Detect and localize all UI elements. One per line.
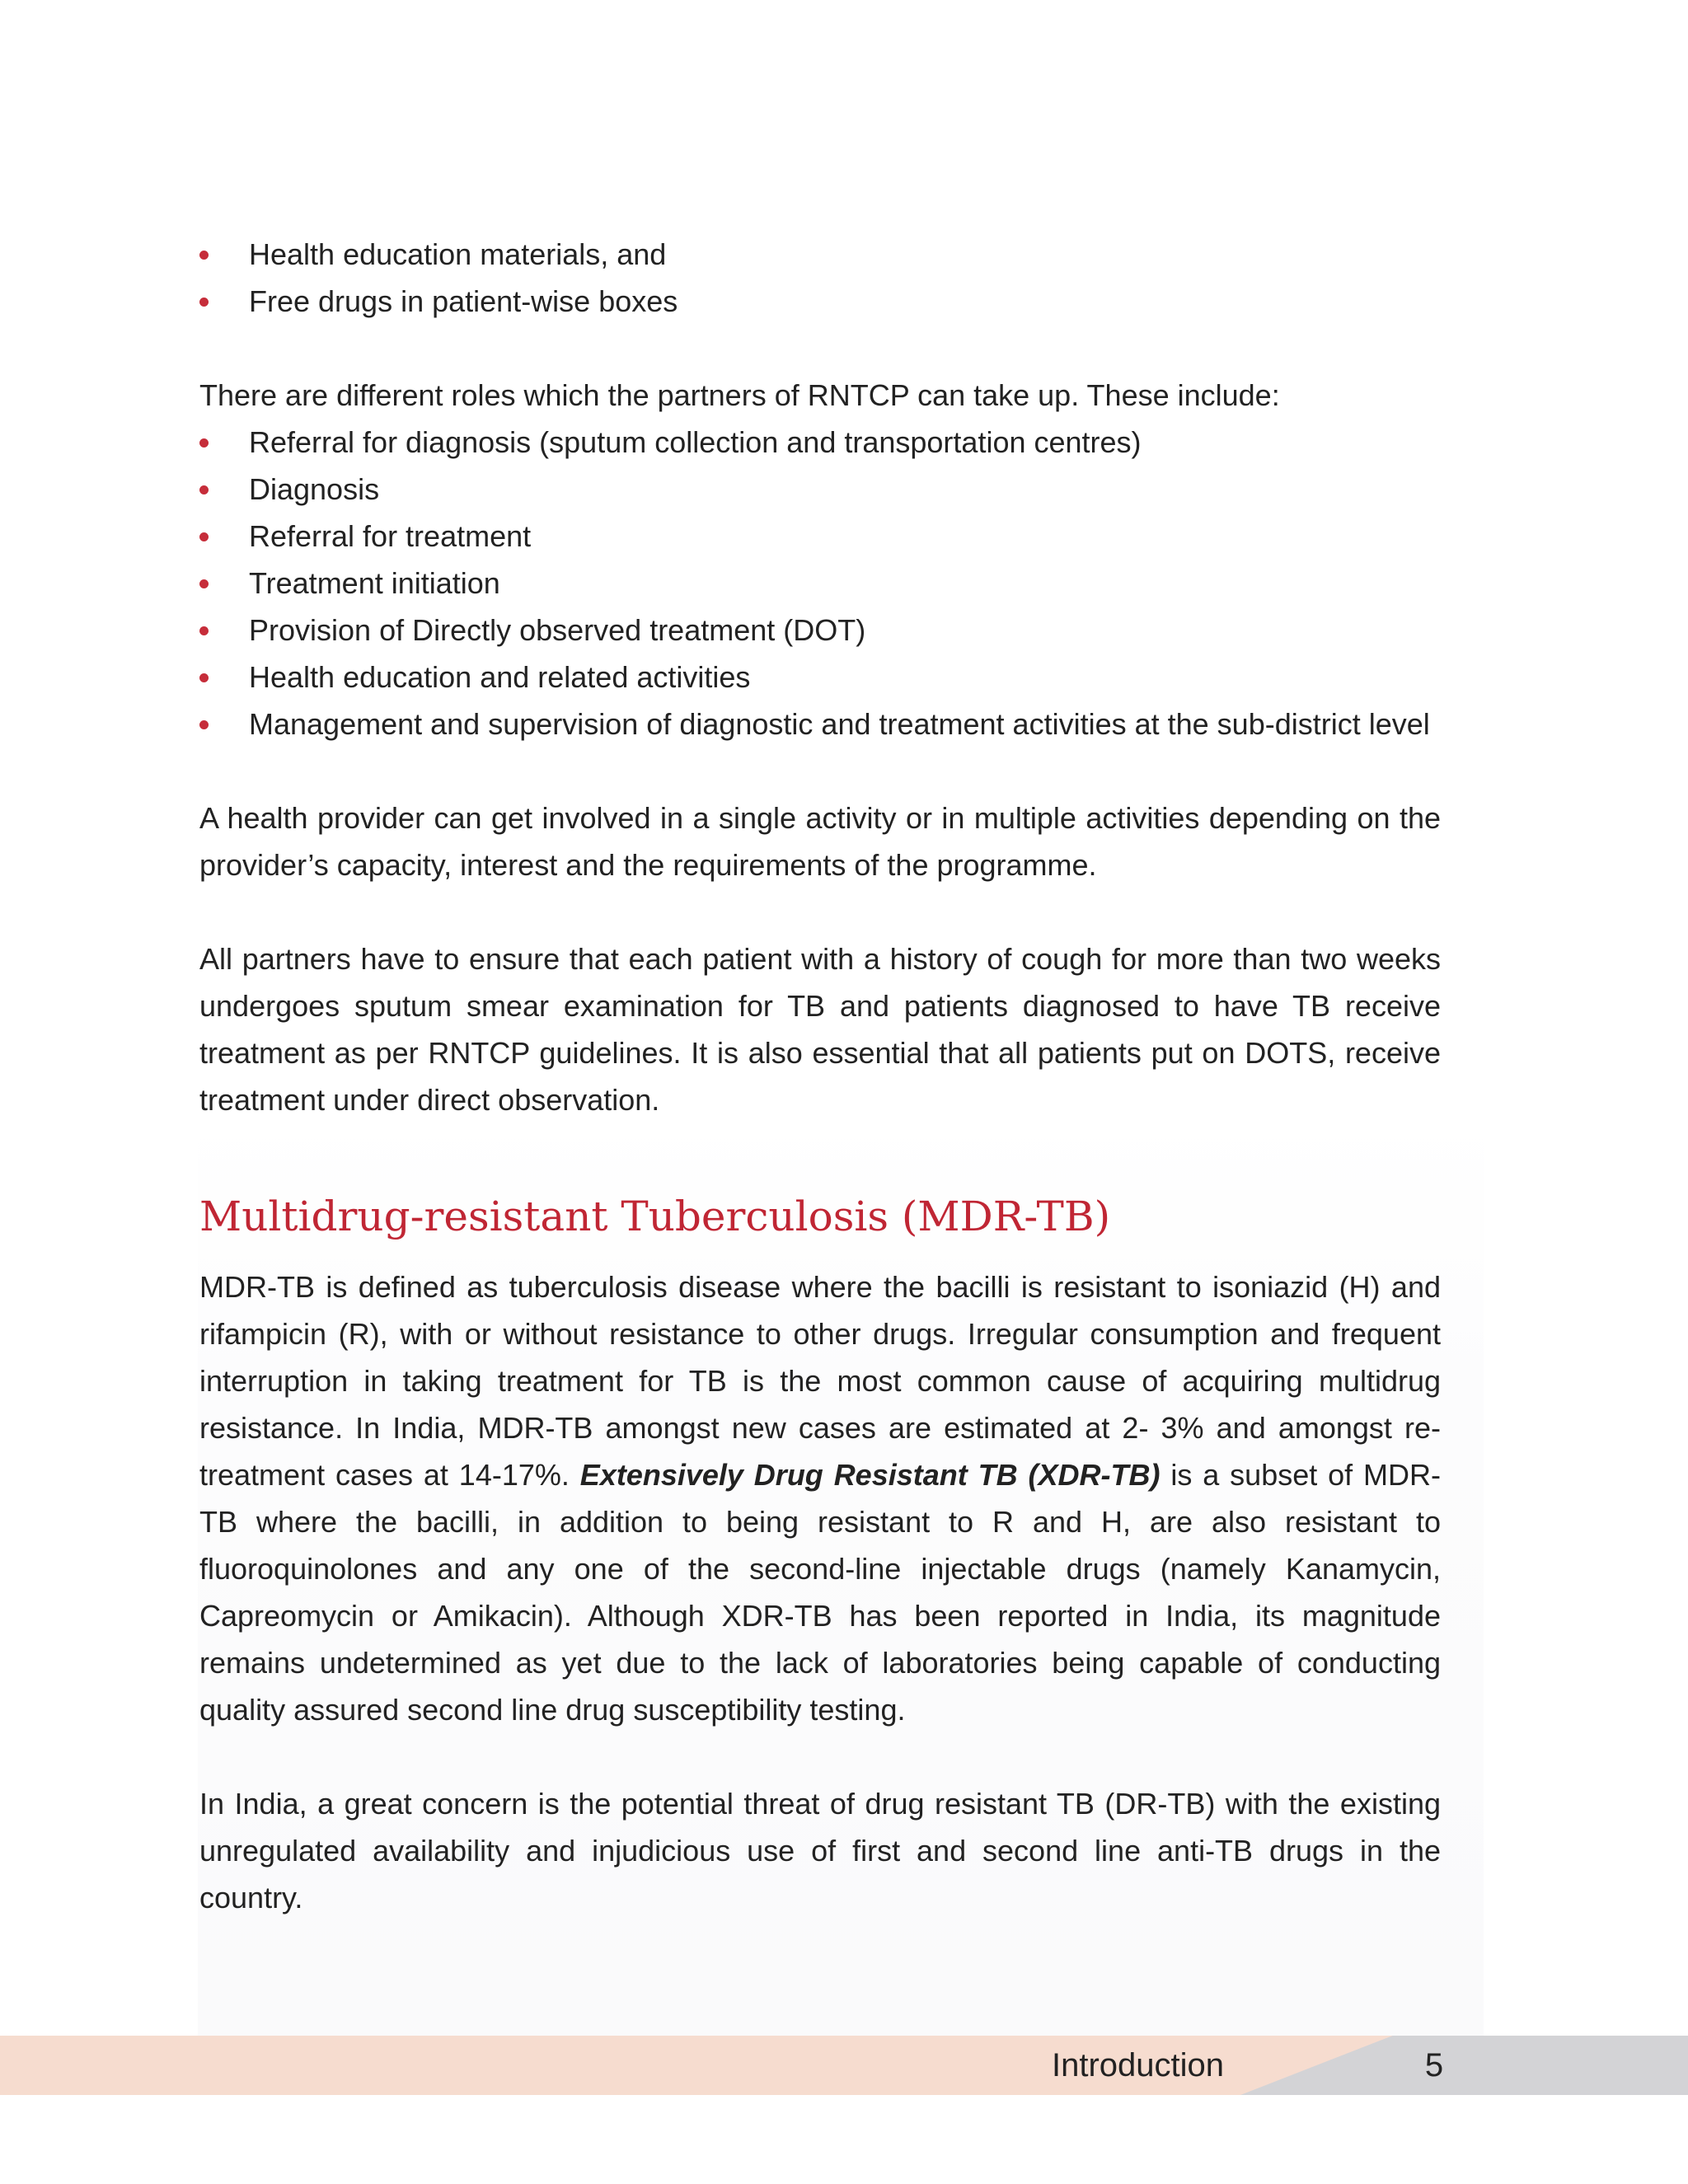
bullet-icon	[199, 579, 209, 588]
top-bullet-list	[199, 231, 1441, 325]
list-item: Management and supervision of diagnostic and treatment activities at the sub-district level	[199, 701, 1441, 748]
bullet-icon	[199, 532, 209, 541]
bullet-icon	[199, 298, 209, 307]
footer-section-label: Introduction	[1051, 2047, 1224, 2083]
list-item: Health education materials, and	[199, 231, 1441, 278]
bullet-icon	[199, 626, 209, 635]
page-number: 5	[1424, 2047, 1444, 2083]
list-item: Diagnosis	[199, 466, 1441, 513]
bullet-icon	[199, 485, 209, 494]
roles-list	[199, 419, 1441, 748]
bullet-icon	[199, 673, 209, 682]
roles-intro: There are different roles which the partners of RNTCP can take up. These include:	[199, 378, 1280, 412]
bullet-icon	[199, 438, 209, 448]
section-heading: Multidrug-resistant Tuberculosis (MDR-TB)	[199, 1193, 1111, 1240]
partners-paragraph: All partners have to ensure that each patient with a history of cough for more than two weeks undergoes sputum smear examination for TB and patients diagnosed to have TB receive treatment as per RNTCP guidelines. It is also essential that all patients put on DOTS, receive treatment under direct observation.	[199, 942, 1441, 1117]
india-paragraph: In India, a great concern is the potential threat of drug resistant TB (DR-TB) with the existing unregulated availability and injudicious use of first and second line anti-TB drugs in the country.	[199, 1787, 1441, 1915]
mdr-paragraph: MDR-TB is defined as tuberculosis disease where the bacilli is resistant to isoniazid (H) and rifampicin (R), with or without resistance to other drugs. Irregular consumption and frequent interruption in taking treatment for TB is the most common cause of acquiring multidrug resistance. In India, MDR-TB amongst new cases are estimated at 2- 3% and amongst re-treatment cases at 14-17%. Extensively Drug Resistant TB (XDR-TB) is a subset of MDR-TB where the bacilli, in addition to being resistant to R and H, are also resistant to fluoroquinolones and any one of the second-line injectable drugs (namely Kanamycin, Capreomycin or Amikacin). Although XDR-TB has been reported in India, its magnitude remains undetermined as yet due to the lack of laboratories being capable of conducting quality assured second line drug susceptibility testing.	[199, 1270, 1442, 1727]
list-item: Referral for treatment	[199, 513, 1441, 560]
list-item: Provision of Directly observed treatment (DOT)	[199, 607, 1441, 654]
page-content	[199, 231, 1441, 1921]
bullet-icon	[199, 720, 209, 729]
provider-paragraph: A health provider can get involved in a single activity or in multiple activities depending on the provider’s capacity, interest and the requirements of the programme.	[199, 801, 1441, 882]
list-item: Health education and related activities	[199, 654, 1441, 701]
list-item: Free drugs in patient-wise boxes	[199, 278, 1441, 325]
list-item: Treatment initiation	[199, 560, 1441, 607]
xdr-tb-emphasis: Extensively Drug Resistant TB (XDR-TB)	[579, 1458, 1160, 1492]
list-item: Referral for diagnosis (sputum collection and transportation centres)	[199, 419, 1441, 466]
bullet-icon	[199, 251, 209, 260]
